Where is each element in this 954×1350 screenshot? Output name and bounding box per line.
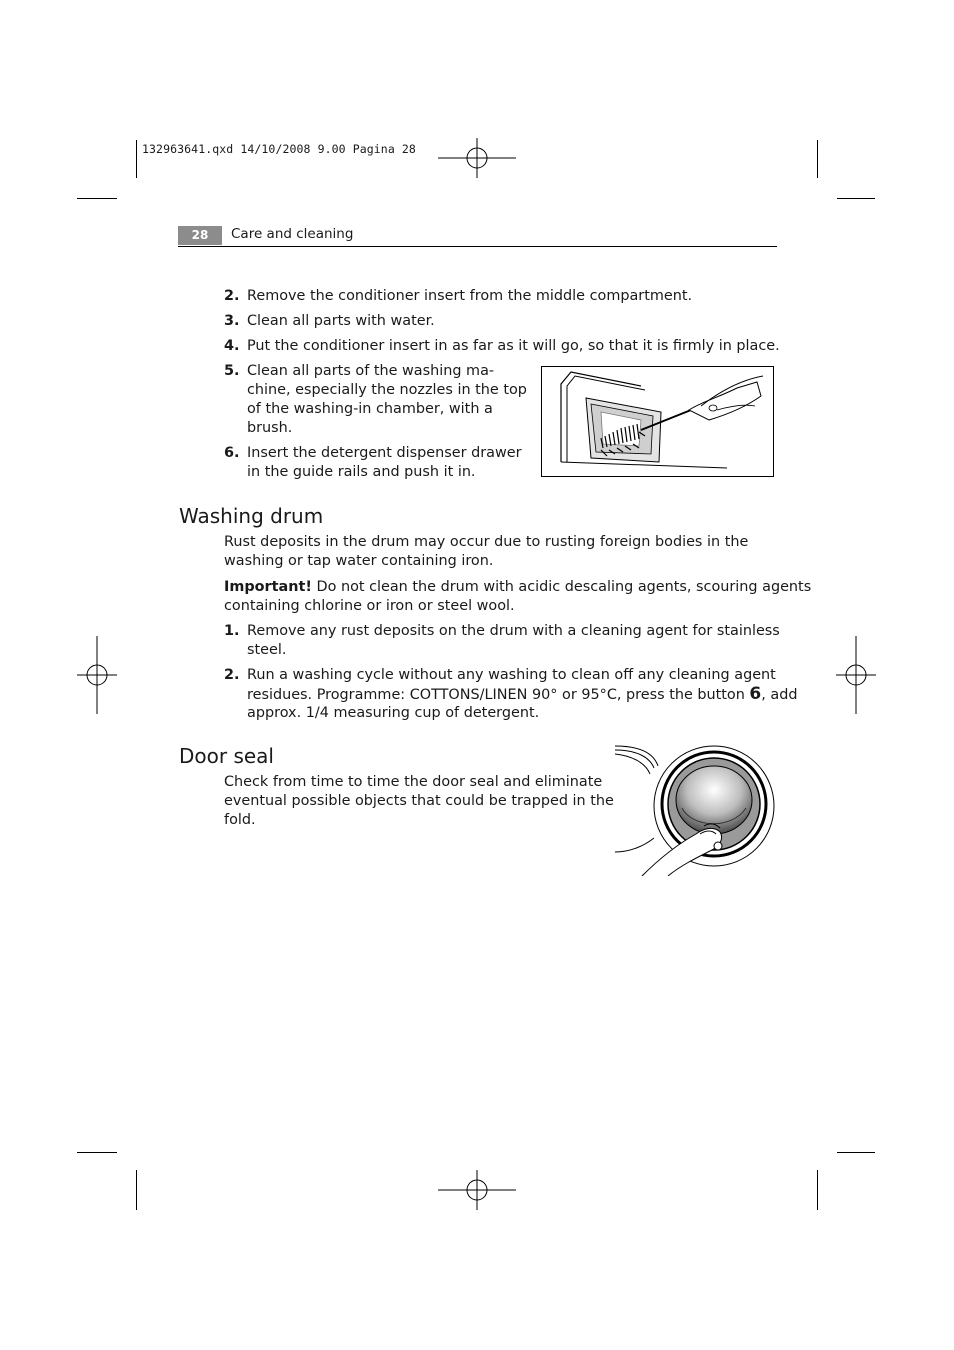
crop-mark — [837, 198, 875, 199]
crop-mark — [837, 1152, 875, 1153]
button-symbol: 6 — [749, 684, 762, 704]
list-item: 6. Insert the detergent dispenser drawer in the guide rails and push it in. — [224, 445, 522, 480]
paragraph: Rust deposits in the drum may occur due to rusting foreign bodies in the — [224, 534, 749, 550]
header-divider — [178, 246, 777, 247]
list-item: 2. Run a washing cycle without any washing to clean off any cleaning agent residues. Programme: COTTONS/LINEN 90° or 95°C, press the button 6, add approx. 1/4 measuring cup of detergent. — [224, 667, 798, 721]
paragraph: fold. — [224, 812, 256, 828]
brush-cleaning-illustration — [541, 366, 775, 478]
registration-mark-icon — [836, 636, 878, 714]
print-slug: 132963641.qxd 14/10/2008 9.00 Pagina 28 — [142, 142, 416, 156]
crop-mark — [136, 140, 137, 178]
registration-mark-icon — [77, 636, 119, 714]
list-item: 5. Clean all parts of the washing ma- chine, especially the nozzles in the top of the washing-in chamber, with a brush. — [224, 363, 527, 436]
important-note: Important! Do not clean the drum with acidic descaling agents, scouring agents — [224, 579, 812, 595]
crop-mark — [77, 1152, 117, 1153]
crop-mark — [817, 1170, 818, 1210]
page-number: 28 — [178, 226, 222, 245]
washing-drum-heading: Washing drum — [179, 504, 324, 528]
list-item: 1. Remove any rust deposits on the drum with a cleaning agent for stainless steel. — [224, 623, 780, 658]
door-seal-illustration — [612, 742, 778, 876]
crop-mark — [136, 1170, 137, 1210]
registration-mark-icon — [438, 1170, 518, 1210]
paragraph: eventual possible objects that could be trapped in the — [224, 793, 614, 809]
section-title: Care and cleaning — [231, 226, 354, 242]
paragraph: Check from time to time the door seal and eliminate — [224, 774, 603, 790]
crop-mark — [77, 198, 117, 199]
crop-mark — [817, 140, 818, 178]
door-seal-heading: Door seal — [179, 744, 274, 768]
important-note: containing chlorine or iron or steel wool. — [224, 598, 515, 614]
registration-mark-icon — [438, 138, 518, 178]
paragraph: washing or tap water containing iron. — [224, 553, 494, 569]
